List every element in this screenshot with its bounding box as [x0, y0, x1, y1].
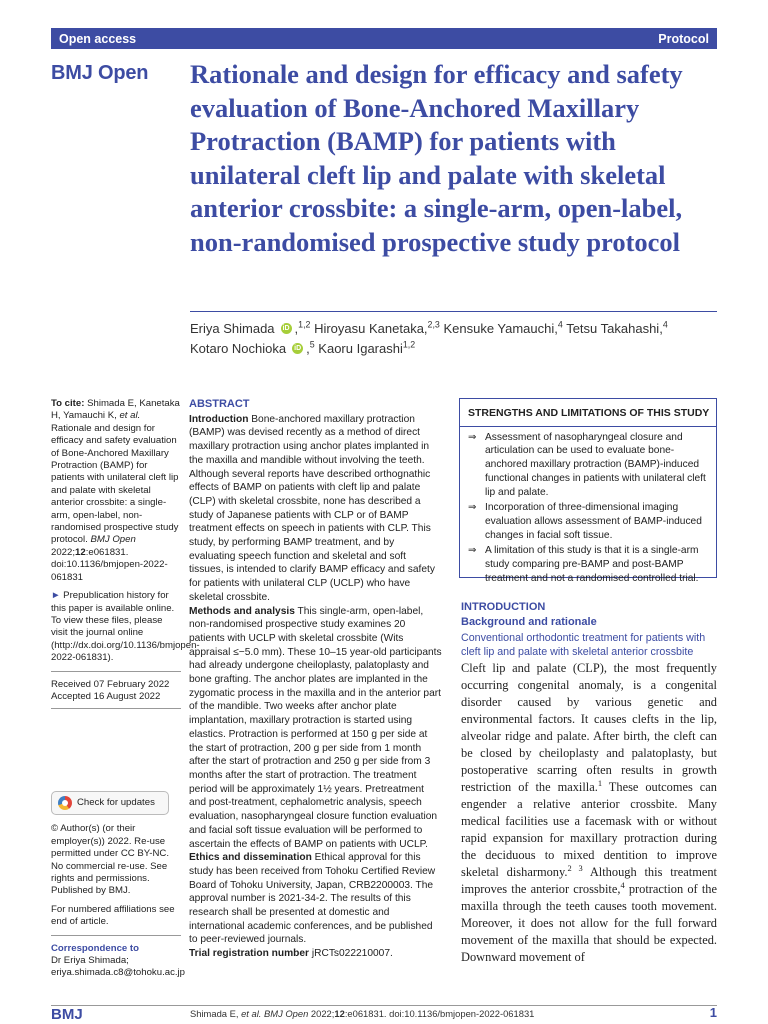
cite-text: Rationale and design for efficacy and safety evaluation of Bone-Anchored Maxillary Protraction (BAMP) for patients with unilateral cleft lip and palate with skeletal anterior crossbite: a single-arm, open-label, non-randomised prospective study protocol.	[51, 422, 179, 546]
author-name: Hiroyasu Kanetaka	[314, 321, 424, 336]
section-text: jRCTs022210007.	[309, 948, 393, 960]
accepted-date: Accepted 16 August 2022	[51, 690, 161, 702]
body-text: protraction of the maxilla through the teeth causes tooth movement. Moreover, it does not allow for the full forward movement of the maxilla that should be expected. Downward movement of	[461, 882, 717, 964]
introduction-heading: INTRODUCTION	[461, 601, 546, 613]
list-item	[468, 544, 708, 585]
background-subheading: Background and rationale	[461, 616, 597, 628]
copyright-notice: © Author(s) (or their employer(s)) 2022. Re-use permitted under CC BY-NC. No commercial re-use. See rights and permissions. Published by BMJ.	[51, 823, 170, 897]
prepublication-text[interactable]: Prepublication history for this paper is available online. To view these files, please visit the journal online (http://dx.doi.org/10.1136/bmjopen-2022-061831).	[51, 590, 200, 664]
title-divider	[190, 311, 717, 312]
body-text: Although this treatment improves the anterior crossbite,	[461, 865, 717, 896]
cite-journal: BMJ Open	[90, 534, 136, 546]
author-name: Kotaro Nochioka	[190, 341, 287, 356]
introduction-paragraph	[461, 660, 717, 966]
author-affiliation: 5	[309, 339, 315, 350]
abstract	[189, 398, 443, 961]
abstract-heading: ABSTRACT	[189, 398, 250, 410]
footer-cite-doi: :e061831. doi:10.1136/bmjopen-2022-061831	[344, 1008, 535, 1019]
section-text: This single-arm, open-label, non-randomised prospective study examines 20 patients with UCLP with skeletal crossbite (Wits appraisal ≤−5.0 mm). These 10–15 year-old participants had already undergone cheiloplasty, palatoplasty and bone grafting. The anchor plates are implanted in the zygomatic process in the maxilla and in the anterior part of the mandible. Two weeks after anchor plate implantation, maxillary protraction is started using elastics. Protraction is performed at 150 g per side at the start of protraction, 200 g per side from 1 month after the start of protraction and 250 g per side from 3 months after the start of protraction. The treatment period will be approximately 1½ years. Pretreatment and post-treatment, cephalometric analysis, speech evaluation, nasopharyngeal closure function evaluation and facial soft tissue evaluation will be performed to ascertain the effects of BAMP on patients with UCLP.	[189, 605, 442, 850]
correspondence-email[interactable]: eriya.shimada.c8@tohoku.ac.jp	[51, 967, 185, 979]
cite-year: 2022;	[51, 546, 76, 558]
author-affiliation: 1,2	[298, 319, 311, 330]
author-affiliation: 2,3	[427, 319, 440, 330]
article-sidebar	[51, 398, 200, 980]
abstract-methods	[189, 605, 443, 852]
citation-block	[51, 398, 181, 584]
author-affiliation: 4	[662, 319, 668, 330]
section-label: Methods and analysis	[189, 605, 295, 617]
orcid-icon[interactable]: iD	[294, 345, 302, 353]
author-name: Kaoru Igarashi	[318, 341, 403, 356]
footer-cite-journal: et al. BMJ Open	[241, 1008, 309, 1019]
list-item-text: A limitation of this study is that it is a single-arm study comparing pre-BAMP and post-BAMP treatment and not a randomised controlled trial.	[485, 545, 699, 584]
footer-cite-authors: Shimada E,	[190, 1008, 242, 1019]
reference-link[interactable]: 1	[597, 777, 603, 788]
check-updates-label: Check for updates	[77, 797, 155, 809]
section-text: Bone-anchored maxillary protraction (BAMP) was devised recently as a method of direct maxillary protraction using anchor plates implanted in the maxilla and mandible without involving the teeth. Although several reports have described orthognathic effects of BAMP on patients with cleft lip and palate (CLP) with skeletal crossbite, none has described a study of Japanese patients with CLP or of BAMP treatment effects on speech in patients with CLP. This study, by performing BAMP treatment, and by evaluating speech function and skeletal and soft tissues, is intended to clarify BAMP efficacy and safety for patients with unilateral CLP (UCLP) who have skeletal crossbite.	[189, 413, 435, 603]
article-type-label: Protocol	[658, 31, 709, 46]
list-item	[468, 501, 708, 542]
cite-label: To cite:	[51, 398, 85, 409]
section-label: Introduction	[189, 413, 249, 425]
footer-cite-year: 2022;	[308, 1008, 335, 1019]
correspondence-name: Dr Eriya Shimada;	[51, 955, 129, 966]
check-for-updates-button[interactable]	[51, 791, 169, 815]
strengths-heading: STRENGTHS AND LIMITATIONS OF THIS STUDY	[460, 407, 716, 427]
cite-etal: et al.	[119, 410, 141, 422]
cite-text: Shimada E, Kanetaka H, Yamauchi K,	[51, 398, 180, 422]
strengths-limitations-box	[459, 398, 717, 584]
prepublication-note	[51, 590, 200, 664]
check-updates-icon	[58, 796, 72, 810]
page-number: 1	[709, 1005, 717, 1020]
reference-link[interactable]: 2 3	[567, 862, 583, 873]
correspondence-label: Correspondence to	[51, 942, 139, 954]
reference-link[interactable]: 4	[620, 879, 625, 890]
conventional-treatment-subheading: Conventional orthodontic treatment for patients with cleft lip and palate with skeletal anterior crossbite	[461, 632, 706, 658]
author-affiliation: 1,2	[402, 339, 416, 350]
section-text: Ethical approval for this study has been received from Tohoku Certified Review Board of Tohoku University, Japan, CRB2200003. The approval number is 2021-34-2. The results of this research shall be presented at domestic and international academic conferences, and be published to peer-reviewed journals.	[189, 852, 436, 946]
affiliations-note: For numbered affiliations see end of article.	[51, 903, 175, 928]
arrow-bullet-icon: ⇒	[468, 431, 477, 443]
body-text: Cleft lip and palate (CLP), the most frequently occurring congenital anomaly, is a congenital disorder caused by various genetic and environmental factors. It causes clefts in the lip, alveolar ridge and palate. After birth, the cleft can be closed by cheiloplasty and palatoplasty, but postoperative scarring often results in growth restriction of the maxilla.	[461, 661, 717, 794]
journal-logo: BMJ Open	[51, 62, 149, 84]
section-label: Trial registration number	[189, 948, 310, 960]
article-title: Rationale and design for efficacy and safety evaluation of Bone-Anchored Maxillary Protraction (BAMP) for patients with unilateral cleft lip and palate with skeletal anterior crossbite: a single-arm, open-label, non-randomised prospective study protocol	[190, 59, 683, 257]
arrow-bullet-icon: ⇒	[468, 545, 477, 557]
section-label: Ethics and dissemination	[189, 852, 312, 864]
orcid-icon[interactable]: iD	[282, 325, 290, 333]
author-list: Eriya Shimada iD ,$^{1,2}$ Hiroyasu Kanetaka,$^{2,3}$ Kensuke Yamauchi,$^4$ Tetsu Takahashi,$^4$ Kotaro Nochioka iD ,$^5$ Kaoru Igarashi$^{1,2}$	[190, 319, 668, 356]
arrow-bullet-icon: ⇒	[468, 502, 477, 514]
sidebar-divider	[51, 708, 181, 709]
body-text: These outcomes can engender a relative anterior crossbite. Many medical facilities use a facemask with or without rapid expansion for maxillary protraction during the deciduous to mixed dentition to improve skeletal disharmony.	[461, 780, 717, 879]
footer-divider	[51, 1005, 717, 1006]
open-access-label: Open access	[59, 31, 137, 46]
author-name: Kensuke Yamauchi	[443, 321, 555, 336]
abstract-ethics	[189, 851, 443, 947]
list-item-text: Incorporation of three-dimensional imaging evaluation allows assessment of BAMP-induced changes in facial soft tissue.	[485, 502, 702, 541]
list-item-text: Assessment of nasopharyngeal closure and articulation can be used to evaluate bone-anchored maxillary protraction (BAMP)-induced functional changes in patients with unilateral cleft lip and palate.	[485, 431, 706, 498]
footer-cite-volume: 12	[334, 1008, 345, 1019]
strengths-list	[468, 431, 708, 586]
cite-doi: :e061831. doi:10.1136/bmjopen-2022-061831	[51, 546, 168, 583]
author-affiliation: 4	[557, 319, 563, 330]
top-banner	[51, 28, 717, 49]
bmj-logo: BMJ	[51, 1006, 83, 1023]
introduction-section	[461, 601, 717, 966]
list-item	[468, 431, 708, 500]
cite-volume: 12	[75, 546, 86, 558]
sidebar-divider	[51, 671, 181, 672]
abstract-trial-registration	[189, 947, 443, 961]
sidebar-divider	[51, 935, 181, 936]
triangle-bullet-icon: ►	[51, 590, 61, 602]
author-name: Tetsu Takahashi	[566, 321, 660, 336]
received-date: Received 07 February 2022	[51, 678, 170, 690]
footer-citation	[190, 1008, 630, 1019]
abstract-introduction	[189, 413, 443, 605]
author-name: Eriya Shimada	[190, 321, 275, 336]
